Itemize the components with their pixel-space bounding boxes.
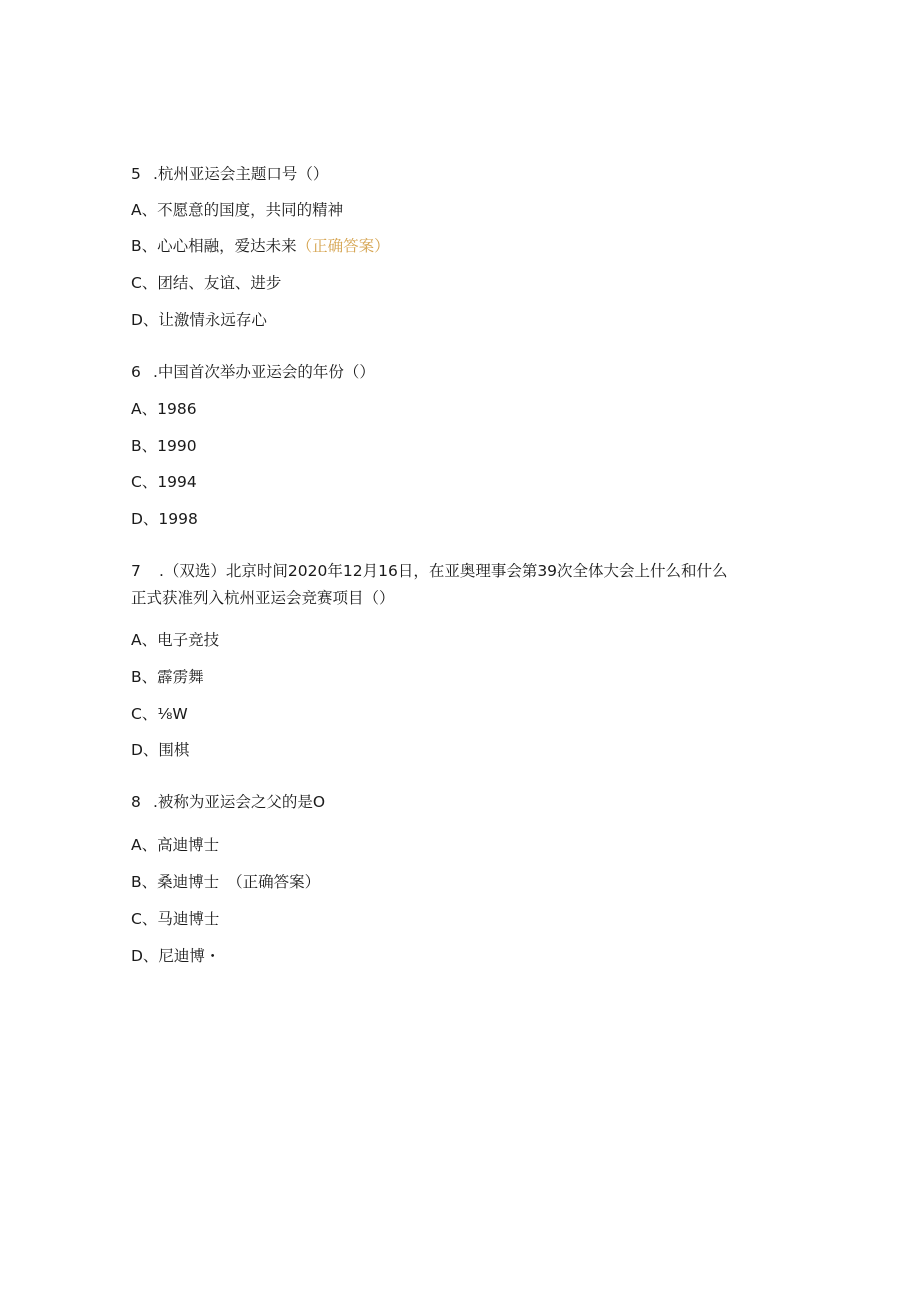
question-8-option-a xyxy=(131,835,219,855)
question-number: 5 xyxy=(131,165,141,183)
option-text: C、团结、友谊、进步 xyxy=(131,274,282,292)
question-7-option-a xyxy=(131,630,219,650)
question-text: 正式获准列入杭州亚运会竞赛项目（） xyxy=(131,589,395,607)
option-text: D、让激情永远存心 xyxy=(131,311,267,329)
correct-answer-note: （正确答案） xyxy=(296,237,390,255)
question-text: .被称为亚运会之父的是O xyxy=(153,793,326,811)
question-number: 8 xyxy=(131,793,141,811)
question-number: 7 xyxy=(131,562,141,580)
option-text: A、1986 xyxy=(131,400,197,418)
option-text: C、1994 xyxy=(131,473,197,491)
question-6-stem xyxy=(131,362,375,382)
question-8-option-b xyxy=(131,872,320,892)
question-5-option-d xyxy=(131,310,267,330)
option-text: B、桑迪博士 xyxy=(131,873,220,891)
option-text: D、围棋 xyxy=(131,741,190,759)
question-7-stem-line-1 xyxy=(131,561,728,581)
question-7-stem-line-2 xyxy=(131,588,395,608)
question-7-option-b xyxy=(131,667,204,687)
question-6-option-c xyxy=(131,472,197,492)
question-5-option-c xyxy=(131,273,281,293)
question-7-option-d xyxy=(131,740,189,760)
question-7-option-c xyxy=(131,704,188,724)
option-text: B、心心相融，爱达未来 xyxy=(131,237,297,255)
question-5-option-b xyxy=(131,236,390,256)
question-8-option-c xyxy=(131,909,219,929)
option-text: B、1990 xyxy=(131,437,197,455)
option-text: D、1998 xyxy=(131,510,198,528)
option-text: B、霹雳舞 xyxy=(131,668,204,686)
correct-answer-note: （正确答案） xyxy=(227,873,321,891)
question-5-option-a xyxy=(131,200,343,220)
question-6-option-b xyxy=(131,436,197,456)
option-text: C、⅛W xyxy=(131,705,188,723)
option-text: A、高迪博士 xyxy=(131,836,220,854)
option-text: C、马迪博士 xyxy=(131,910,220,928)
option-text: D、尼迪博・ xyxy=(131,947,221,965)
question-6-option-d xyxy=(131,509,198,529)
option-text: A、电子竞技 xyxy=(131,631,220,649)
question-8-option-d xyxy=(131,946,220,966)
question-text: .中国首次举办亚运会的年份（） xyxy=(153,363,375,381)
question-6-option-a xyxy=(131,399,197,419)
question-text: .杭州亚运会主题口号（） xyxy=(153,165,329,183)
question-8-stem xyxy=(131,792,325,812)
question-number: 6 xyxy=(131,363,141,381)
option-text: A、不愿意的国度，共同的精神 xyxy=(131,201,344,219)
question-5-stem xyxy=(131,164,328,184)
question-text: .（双选）北京时间2020年12月16日，在亚奥理事会第39次全体大会上什么和什么 xyxy=(159,562,728,580)
